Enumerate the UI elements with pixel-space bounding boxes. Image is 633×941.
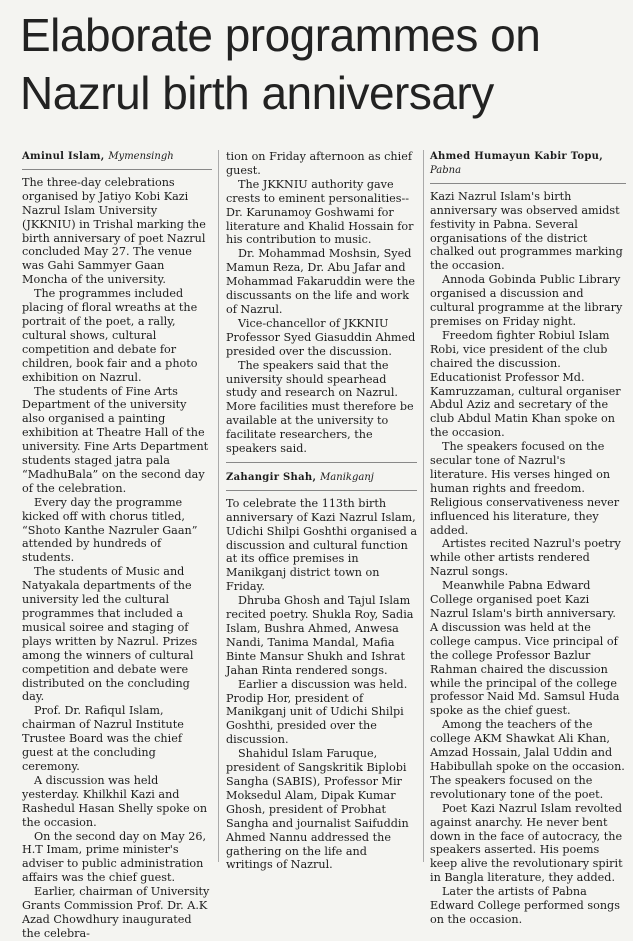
byline-location: Manikganj xyxy=(320,471,374,483)
paragraph: Among the teachers of the college AKM Shawkat Ali Khan, Amzad Hossain, Jalal Uddin and Habibullah spoke on the occasion. The speakers focused on the revolutionary tone of the poet. xyxy=(430,718,625,801)
paragraph: Later the artists of Pabna Edward College performed songs on the occasion. xyxy=(430,885,620,926)
headline xyxy=(20,6,630,122)
paragraph: Vice-chancellor of JKKNIU Professor Syed Giasuddin Ahmed presided over the discussion. xyxy=(226,316,416,358)
paragraph: Freedom fighter Robiul Islam Robi, vice president of the club chaired the discussion. Educationist Professor Md. Kamruzzaman, cultural organiser Abdul Aziz and secretary of the club Abdul Matin Khan spoke on the occasion. xyxy=(430,328,621,440)
paragraph: Dr. Mohammad Moshsin, Syed Mamun Reza, Dr. Abu Jafar and Mohammad Fakaruddin were the discussants on the life and work of Nazrul. xyxy=(226,247,416,316)
paragraph: Shahidul Islam Faruque, president of Sangskritik Biplobi Sangha (SABIS), Professor Mir Moksedul Alam, Dipak Kumar Ghosh, president of Probhat Sangha and journalist Saifuddin Ahmed Nannu addressed the gathering on the life and writings of Nazrul. xyxy=(226,747,409,872)
paragraph: Every day the programme kicked off with chorus titled, “Shoto Kanthe Nazruler Gaan” attended by hundreds of students. xyxy=(22,495,198,565)
paragraph: On the second day on May 26, H.T Imam, prime minister's adviser to public administration affairs was the chief guest. xyxy=(22,829,207,885)
paragraph: Poet Kazi Nazrul Islam revolted against anarchy. He never bent down in the face of autocracy, the speakers asserted. His poems keep alive the revolutionary spirit in Bangla literature, they added. xyxy=(430,801,623,885)
byline-mymensingh xyxy=(22,150,212,170)
byline-author: Ahmed Humayun Kabir Topu, xyxy=(430,151,603,162)
column-divider xyxy=(423,150,424,862)
paragraph: Dhruba Ghosh and Tajul Islam recited poetry. Shukla Roy, Sadia Islam, Bushra Ahmed, Anwesa Nandi, Tanima Mandal, Mafia Binte Mansur Shukh and Ishrat Jahan Rinta rendered songs. xyxy=(226,594,414,677)
headline-line-2: Nazrul birth anniversary xyxy=(20,67,494,119)
paragraph: Meanwhile Pabna Edward College organised poet Kazi Nazrul Islam's birth anniversary. A discussion was held at the college campus. Vice principal of the college Professor Bazlur Rahman chaired the discussion while the principal of the college professor Naid Md. Samsul Huda spoke as the chief guest. xyxy=(430,579,620,718)
byline-author: Zahangir Shah, xyxy=(226,471,317,483)
paragraph: Earlier, chairman of University Grants Commission Prof. Dr. A.K Azad Chowdhury inaugurated the celebra- xyxy=(22,885,210,940)
paragraph: Prof. Dr. Rafiqul Islam, chairman of Nazrul Institute Trustee Board was the chief guest at the concluding ceremony. xyxy=(22,704,184,773)
paragraph: Kazi Nazrul Islam's birth anniversary was observed amidst festivity in Pabna. Several organisations of the district chalked out programmes marking the occasion. xyxy=(430,189,623,273)
paragraph: The students of Fine Arts Department of the university also organised a painting exhibition at Theatre Hall of the university. Fine Arts Department students staged jatra pala “MadhuBala” on the second day of the celebration. xyxy=(22,384,209,495)
paragraph: The programmes included placing of floral wreaths at the portrait of the poet, a rally, cultural shows, cultural competition and debate for children, book fair and a photo exhibition on Nazrul. xyxy=(22,287,198,384)
paragraph: A discussion was held yesterday. Khilkhil Kazi and Rashedul Hasan Shelly spoke on the occasion. xyxy=(22,773,208,829)
paragraph: The speakers said that the university should spearhead study and research on Nazrul. More facilities must therefore be available at the university to facilitate researchers, the speakers said. xyxy=(226,358,414,456)
paragraph-continued: tion on Friday afternoon as chief guest. xyxy=(226,150,412,177)
article-column-mymensingh xyxy=(22,150,212,941)
column-divider xyxy=(218,150,219,862)
paragraph: Annoda Gobinda Public Library organised a discussion and cultural programme at the library premises on Friday night. xyxy=(430,273,623,328)
paragraph: Earlier a discussion was held. Prodip Hor, president of Manikganj unit of Udichi Shilpi Goshthi, presided over the discussion. xyxy=(226,677,408,747)
paragraph: The three-day celebrations organised by Jatiyo Kobi Kazi Nazrul Islam University (JKKNIU) in Trishal marking the birth anniversary of poet Nazrul concluded May 27. The venue was Gahi Sammyer Gaan Moncha of the university. xyxy=(22,175,206,287)
byline-manikganj xyxy=(226,471,417,491)
paragraph: To celebrate the 113th birth anniversary of Kazi Nazrul Islam, Udichi Shilpi Goshthi organised a discussion and cultural function at its office premises in Manikganj district town on Friday. xyxy=(226,496,417,594)
article-column-pabna xyxy=(430,150,626,927)
paragraph: The JKKNIU authority gave crests to eminent personalities--Dr. Karunamoy Goshwami for literature and Khalid Hossain for his contribution to music. xyxy=(226,177,414,247)
article-column-manikganj xyxy=(226,150,417,872)
byline-location: Mymensingh xyxy=(108,151,174,162)
byline-pabna xyxy=(430,150,626,184)
byline-author: Aminul Islam, xyxy=(22,151,105,162)
section-divider xyxy=(226,462,417,463)
paragraph: Artistes recited Nazrul's poetry while other artists rendered Nazrul songs. xyxy=(430,537,621,579)
paragraph: The students of Music and Natyakala departments of the university led the cultural programmes that included a musical soiree and staging of plays written by Nazrul. Prizes among the winners of cultural competition and debate were distributed on the concluding day. xyxy=(22,565,198,704)
paragraph: The speakers focused on the secular tone of Nazrul's literature. His verses hinged on human rights and freedom. Religious conservativeness never influenced his literature, they added. xyxy=(430,440,620,537)
byline-location: Pabna xyxy=(430,164,462,176)
headline-line-1: Elaborate programmes on xyxy=(20,9,541,61)
